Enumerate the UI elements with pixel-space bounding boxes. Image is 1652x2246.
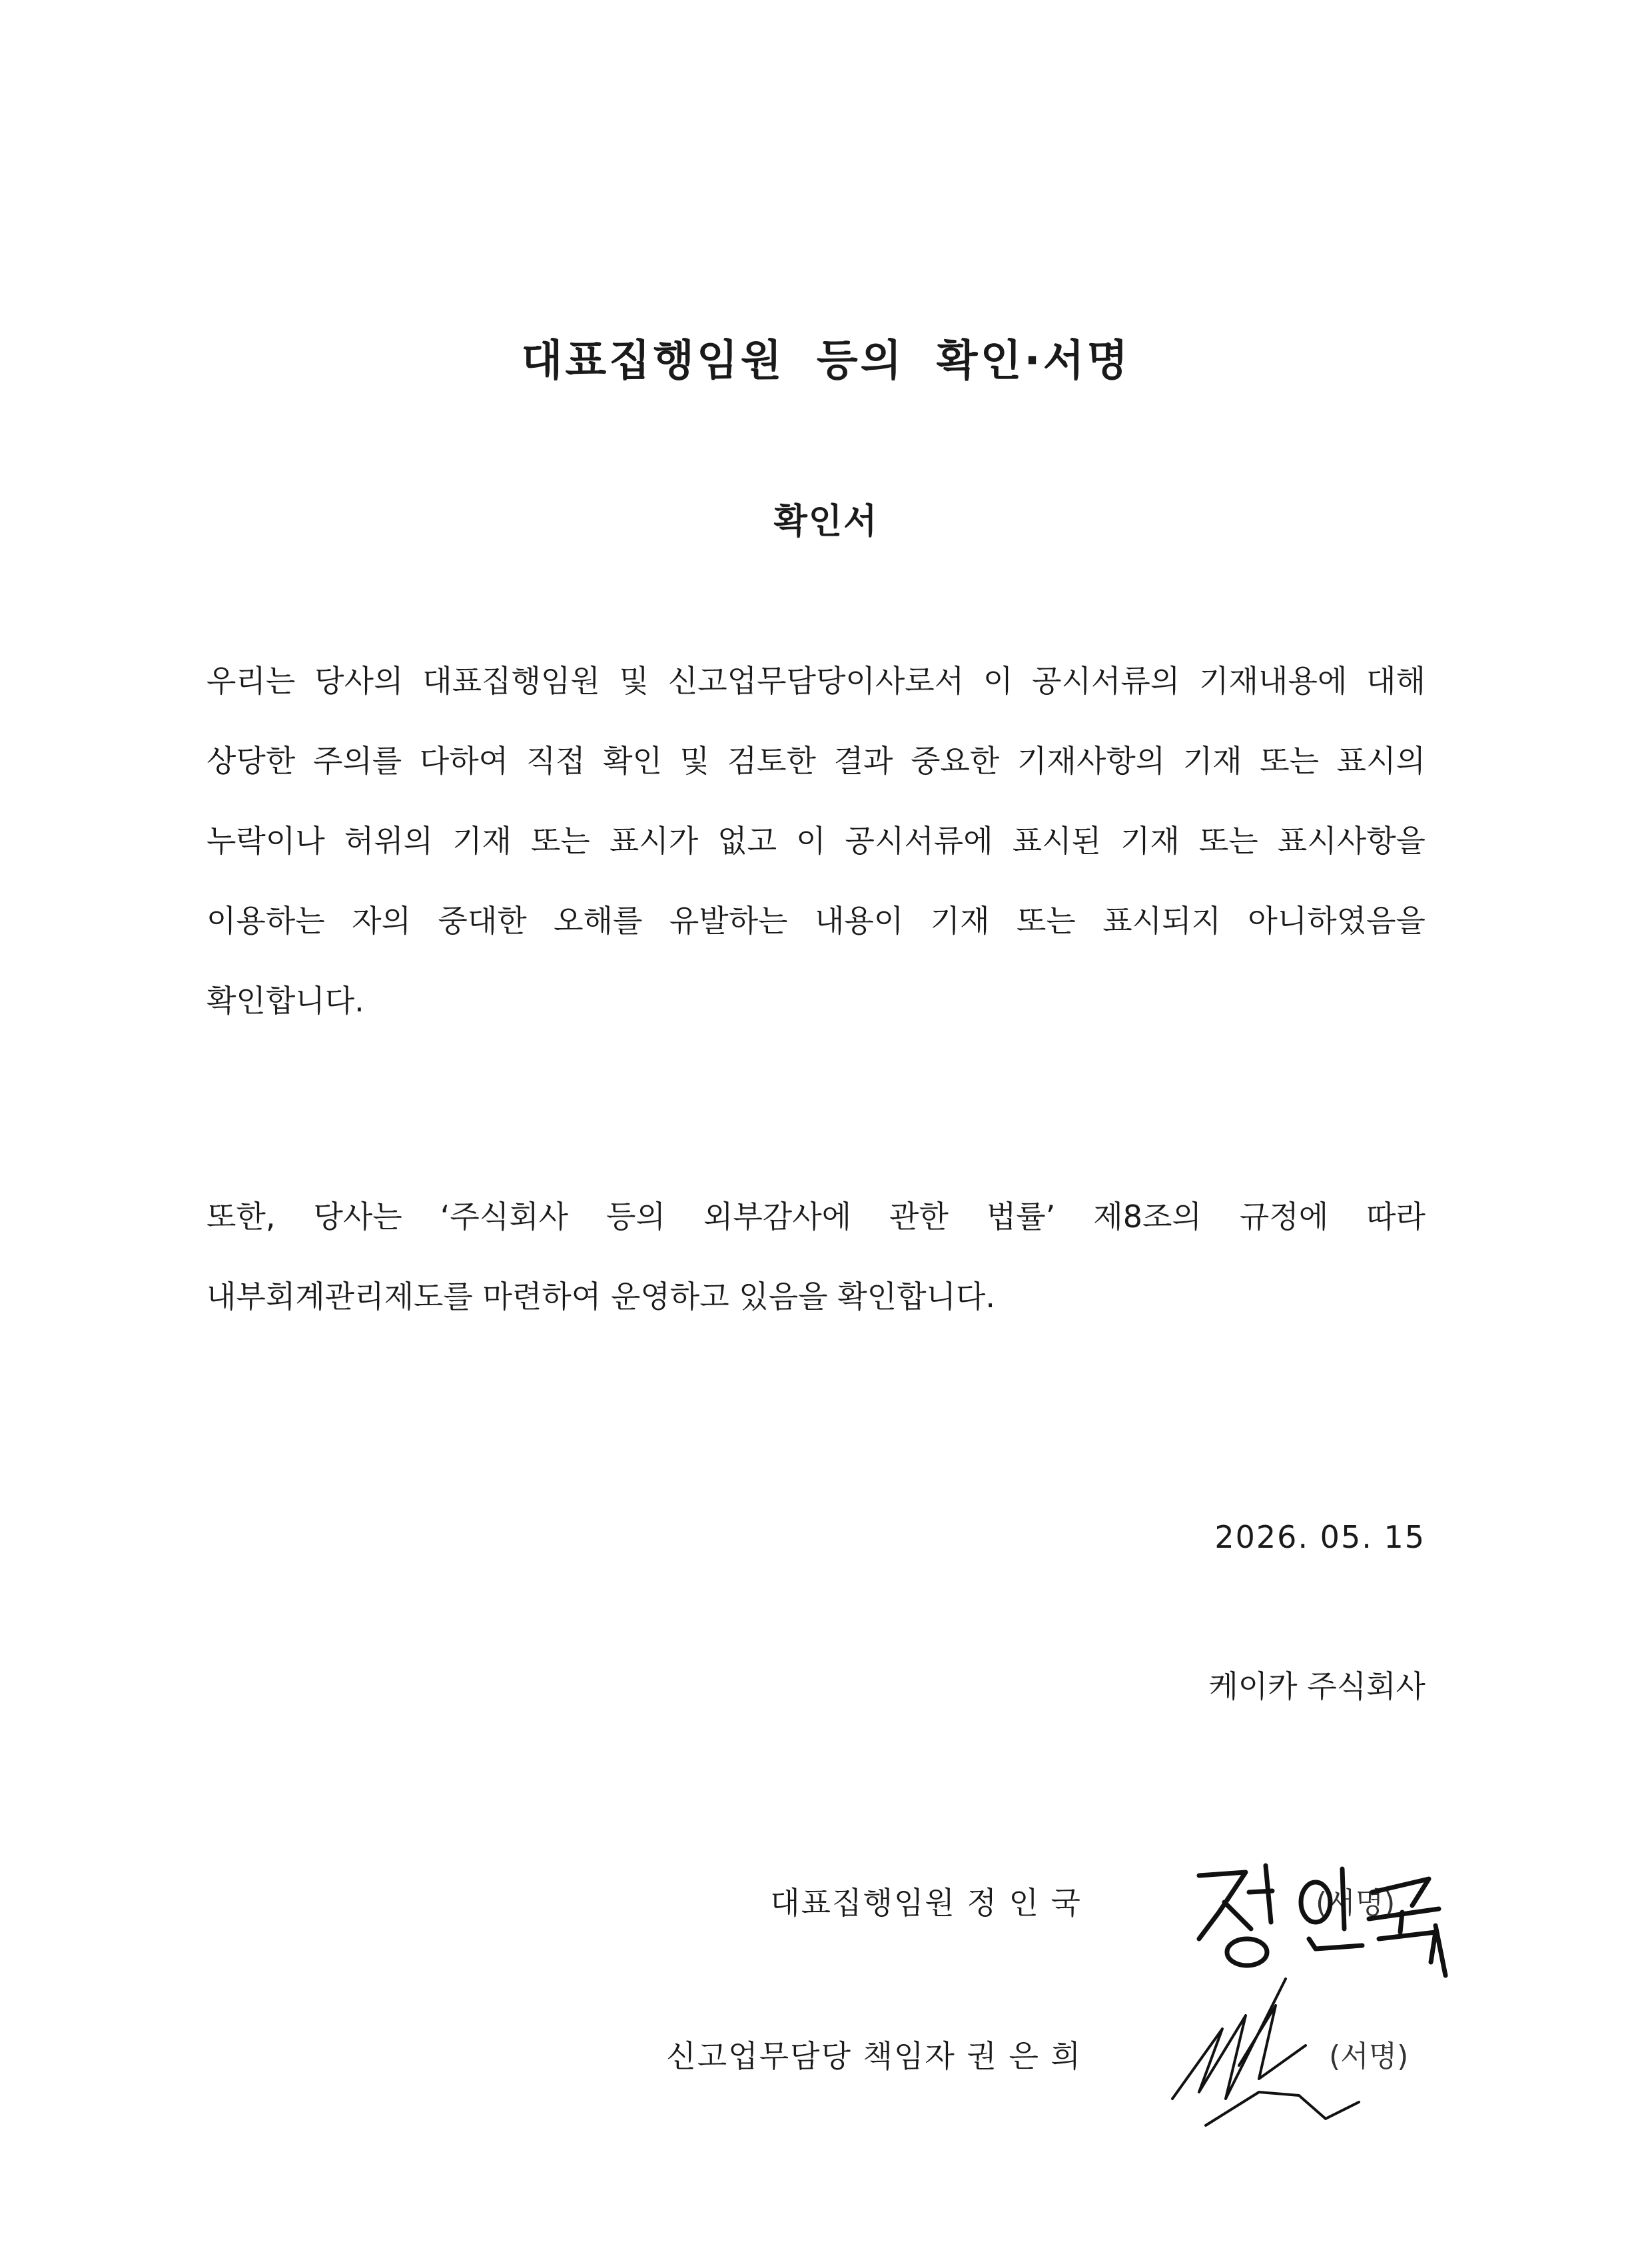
internal-control-paragraph: 또한, 당사는 ‘주식회사 등의 외부감사에 관한 법률’ 제8조의 규정에 따라 내부회계관리제도를 마련하여 운영하고 있음을 확인합니다. — [206, 1199, 1426, 1315]
document-title: 대표집행임원 등의 확인·서명 — [521, 336, 1131, 386]
signer-disclosure-officer-label: 신고업무담당 책임자 권 은 희 — [666, 2038, 1082, 2074]
document-date: 2026. 05. 15 — [1214, 1519, 1426, 1555]
company-name: 케이카 주식회사 — [1208, 1668, 1426, 1704]
signer-ceo-sign-mark: (서명) — [1316, 1886, 1396, 1920]
signer-ceo-label: 대표집행임원 정 인 국 — [770, 1885, 1082, 1921]
confirmation-paragraph: 우리는 당사의 대표집행임원 및 신고업무담당이사로서 이 공시서류의 기재내용에 대해 상당한 주의를 다하여 직접 확인 및 검토한 결과 중요한 기재사항의 기재 또는 표시의 누락이나 허위의 기재 또는 표시가 없고 이 공시서류에 표시된 기재 또는 표시사항을 이용하는 자의 중대한 오해를 유발하는 내용이 기재 또는 표시되지 아니하였음을 확인합니다. — [206, 663, 1426, 1019]
ceo-handwritten-signature — [1172, 1839, 1452, 1985]
disclosure-officer-handwritten-signature — [1159, 1965, 1359, 2139]
document-subtitle: 확인서 — [773, 502, 879, 542]
signer-disclosure-officer-sign-mark: (서명) — [1329, 2039, 1409, 2073]
